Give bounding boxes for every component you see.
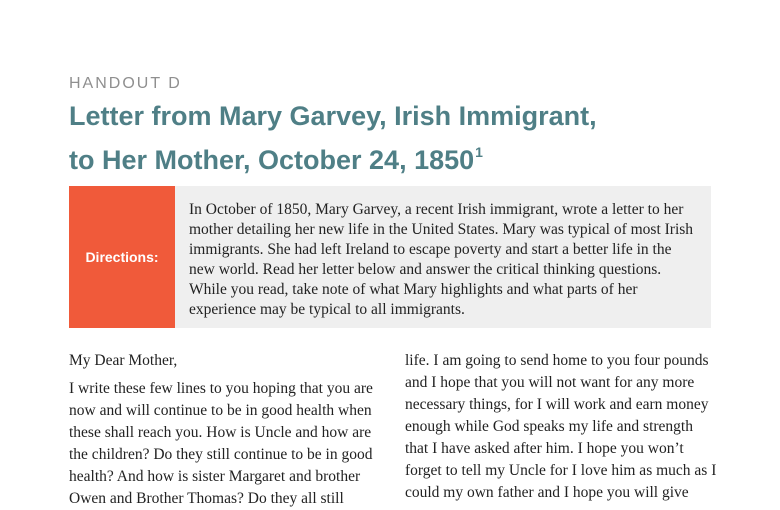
letter-paragraph-right: life. I am going to send home to you four pounds and I hope that you will not want for any more necessary things, for I will work and earn money enough while God speaks my life and strength that I have asked after him. I hope you won’t forget to tell my Uncle for I love him as much as I could my own father and I hope you will give xyxy=(405,352,717,501)
letter-paragraph-left: I write these few lines to you hoping that you are now and will continue to be in good health when these shall reach you. How is Uncle and how are the children? Do they still continue to be in good health? And how is sister Margaret and brother Owen and Brother Thomas? Do they all still xyxy=(69,380,373,507)
page-title xyxy=(69,98,709,178)
title-line-1: Letter from Mary Garvey, Irish Immigrant, xyxy=(69,101,597,131)
directions-box xyxy=(69,186,711,328)
directions-text: In October of 1850, Mary Garvey, a recent Irish immigrant, wrote a letter to her mother detailing her new life in the United States. Mary was typical of most Irish immigrants. She had left Ireland to escape poverty and start a better life in the new world. Read her letter below and answer the critical thinking questions. While you read, take note of what Mary highlights and what parts of her experience may be typical to all immigrants. xyxy=(189,201,694,318)
letter-column-left xyxy=(69,350,381,510)
letter-salutation: My Dear Mother, xyxy=(69,352,178,369)
letter-column-right xyxy=(405,350,717,504)
handout-label: HANDOUT D xyxy=(69,75,182,92)
title-line-2: to Her Mother, October 24, 1850 xyxy=(69,145,475,175)
directions-label: Directions: xyxy=(69,186,175,328)
footnote-marker[interactable]: 1 xyxy=(475,144,483,160)
